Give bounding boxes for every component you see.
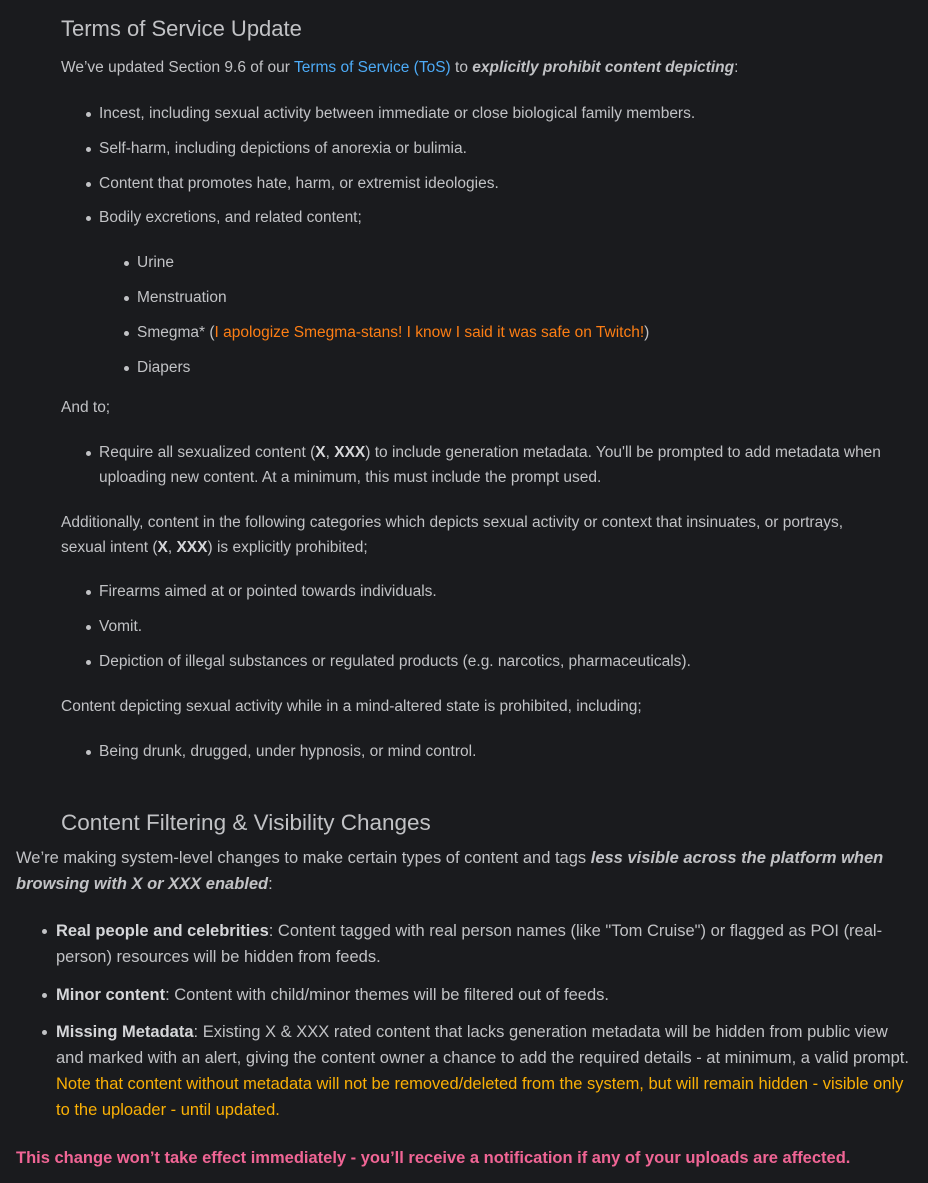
metadata-text: ) to include generation metadata. You'll be prompted to add metadata when: [365, 444, 881, 461]
rating-x: X: [157, 539, 168, 556]
list-item: Firearms aimed at or pointed towards individuals.: [99, 579, 437, 604]
rating-x: X: [315, 444, 326, 461]
tos-intro-text: We’ve updated Section 9.6 of our: [61, 59, 294, 76]
metadata-text: uploading new content. At a minimum, this must include the prompt used.: [99, 469, 602, 486]
list-item: Incest, including sexual activity between immediate or close biological family members.: [99, 101, 695, 126]
list-item: [56, 918, 918, 970]
filtering-title: Content Filtering & Visibility Changes: [61, 810, 431, 835]
list-item: Bodily excretions, and related content;: [99, 205, 362, 230]
effect-notice: This change won’t take effect immediately - you’ll receive a notification if any of your uploads are affected.: [16, 1149, 851, 1167]
list-item: Menstruation: [137, 285, 227, 310]
item-text: : Content tagged with real person names (like "Tom Cruise") or flagged as POI (real-person) resources will be hidden from feeds.: [56, 922, 883, 966]
list-item: [99, 440, 921, 490]
list-item: Content that promotes hate, harm, or extremist ideologies.: [99, 171, 499, 196]
tos-link[interactable]: Terms of Service (ToS): [293, 59, 451, 76]
tos-intro-text: to: [450, 59, 473, 76]
list-item: Self-harm, including depictions of anorexia or bulimia.: [99, 136, 467, 161]
mind-altered-paragraph: Content depicting sexual activity while in a mind-altered state is prohibited, including;: [61, 698, 642, 715]
metadata-note: Note that content without metadata will not be removed/deleted from the system, but will remain hidden - visible only to the uploader - until updated.: [56, 1075, 904, 1119]
rating-xxx: XXX: [334, 444, 366, 461]
smegma-text: ): [644, 324, 650, 341]
smegma-text: Smegma* (: [137, 324, 215, 341]
item-label: Real people and celebrities: [56, 922, 269, 940]
additionally-text: sexual intent (: [61, 539, 158, 556]
list-item: Depiction of illegal substances or regulated products (e.g. narcotics, pharmaceuticals).: [99, 649, 691, 674]
tos-intro: [61, 57, 738, 79]
metadata-text: Require all sexualized content (: [99, 444, 316, 461]
filtering-intro-emphasis: less visible across the platform when browsing with X or XXX enabled: [16, 849, 884, 893]
list-item: Being drunk, drugged, under hypnosis, or mind control.: [99, 739, 476, 764]
item-text: : Content with child/minor themes will be filtered out of feeds.: [165, 986, 609, 1004]
list-item: [56, 982, 918, 1008]
list-item: [56, 1019, 918, 1123]
filtering-intro-text: :: [268, 875, 273, 893]
list-item: Vomit.: [99, 614, 142, 639]
item-text: : Existing X & XXX rated content that lacks generation metadata will be hidden from public view and marked with an alert, giving the content owner a chance to add the required details - at minimum, a valid prompt.: [56, 1023, 909, 1067]
tos-intro-emphasis: explicitly prohibit content depicting: [472, 59, 735, 76]
smegma-note: I apologize Smegma-stans! I know I said it was safe on Twitch!: [214, 324, 645, 341]
tos-title: Terms of Service Update: [61, 16, 302, 41]
item-label: Minor content: [56, 986, 166, 1004]
item-label: Missing Metadata: [56, 1023, 194, 1041]
filtering-intro: [16, 845, 911, 897]
list-item: Diapers: [137, 355, 190, 380]
tos-intro-text: :: [734, 59, 739, 76]
additionally-text: ) is explicitly prohibited;: [207, 539, 368, 556]
additionally-text: ,: [167, 539, 177, 556]
metadata-text: ,: [325, 444, 335, 461]
list-item: Urine: [137, 250, 174, 275]
additionally-text: Additionally, content in the following categories which depicts sexual activity or context that insinuates, or portrays,: [61, 514, 844, 531]
list-item: [137, 320, 649, 345]
additionally-paragraph: [61, 510, 921, 560]
filtering-intro-text: We’re making system-level changes to make certain types of content and tags: [16, 849, 591, 867]
rating-xxx: XXX: [176, 539, 208, 556]
and-to-paragraph: And to;: [61, 399, 111, 416]
